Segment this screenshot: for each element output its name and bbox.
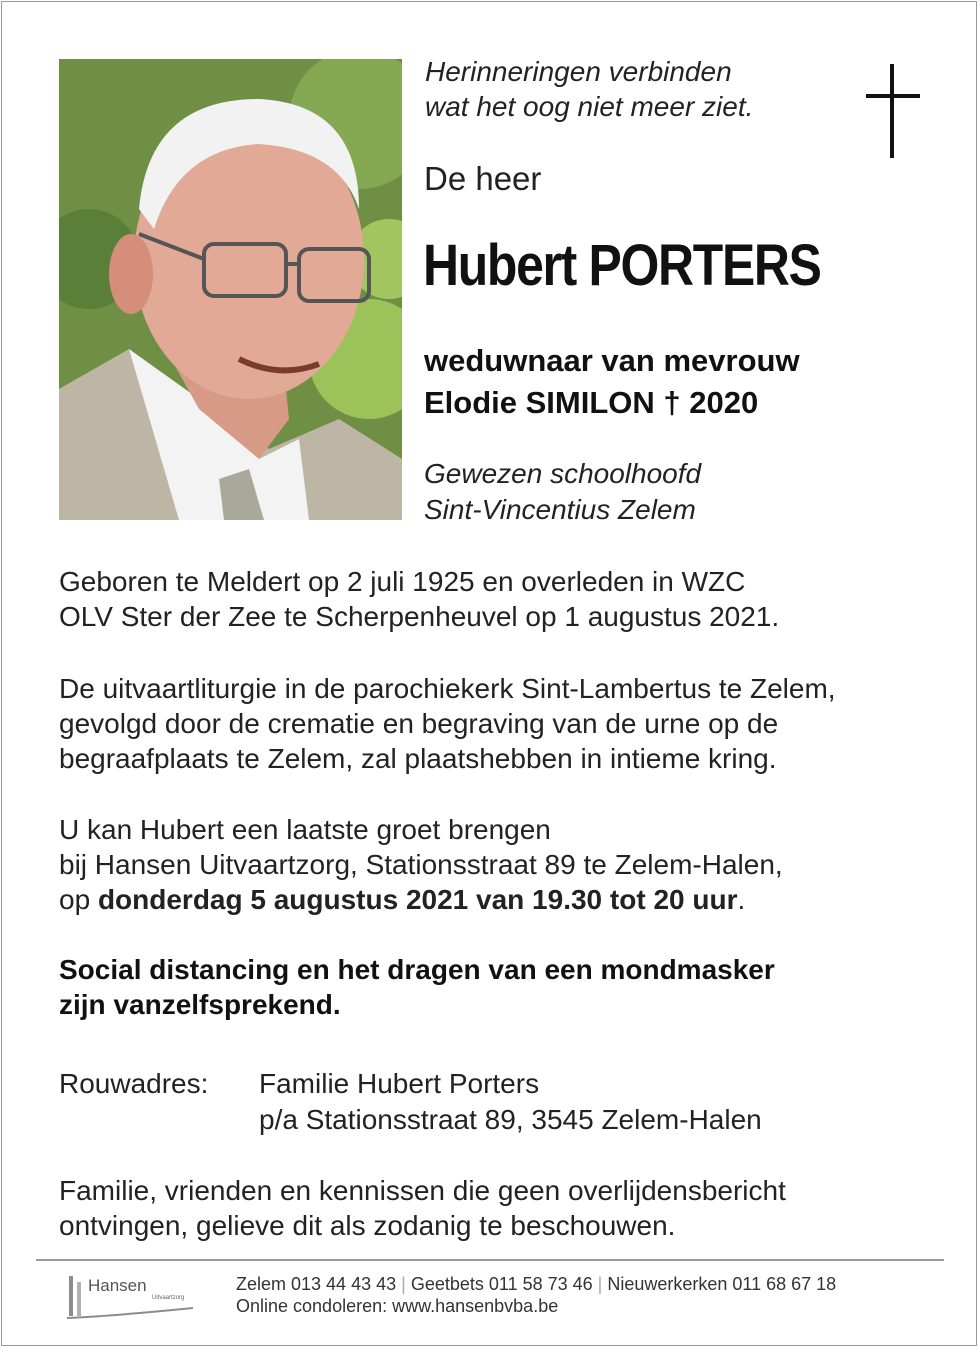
closing-paragraph <box>59 1173 786 1243</box>
birth-death-paragraph <box>59 564 779 634</box>
spouse-name: Elodie SIMILON † 2020 <box>424 385 759 420</box>
latin-cross-icon <box>866 64 920 158</box>
deceased-name: Hubert PORTERS <box>423 233 821 298</box>
widow-line: weduwnaar van mevrouw <box>424 343 800 378</box>
visitation-datetime: donderdag 5 augustus 2021 van 19.30 tot 20 uur <box>97 884 738 915</box>
text-line: OLV Ster der Zee te Scherpenheuvel op 1 augustus 2021. <box>59 601 780 632</box>
footer-contact <box>236 1273 836 1317</box>
text-line: Social distancing en het dragen van een mondmasker <box>59 954 775 985</box>
quote-line: wat het oog niet meer ziet. <box>425 91 754 122</box>
phone-geetbets: Geetbets 011 58 73 46 <box>410 1274 593 1294</box>
address-line: Familie Hubert Porters <box>259 1068 540 1099</box>
text-line: zijn vanzelfsprekend. <box>59 989 341 1020</box>
occupation-line: Gewezen schoolhoofd <box>424 458 702 489</box>
visitation-paragraph <box>59 812 783 917</box>
widow-of <box>424 340 800 424</box>
portrait-photo <box>59 59 402 520</box>
text-line: De uitvaartliturgie in de parochiekerk Sint-Lambertus te Zelem, <box>59 673 836 704</box>
occupation-line: Sint-Vincentius Zelem <box>424 494 696 525</box>
phone-zelem: Zelem 013 44 43 43 <box>236 1274 397 1294</box>
online-condolences-link[interactable]: Online condoleren: www.hansenbvba.be <box>236 1296 559 1316</box>
footer-divider <box>36 1259 944 1261</box>
text-line: gevolgd door de crematie en begraving van de urne op de <box>59 708 779 739</box>
text-prefix: op <box>59 884 98 915</box>
text-line: Familie, vrienden en kennissen die geen overlijdensbericht <box>59 1175 786 1206</box>
text-line: ontvingen, gelieve dit als zodanig te beschouwen. <box>59 1210 676 1241</box>
text-line: begraafplaats te Zelem, zal plaatshebben in intieme kring. <box>59 743 777 774</box>
mourning-address <box>259 1066 762 1138</box>
text-line: Geboren te Meldert op 2 juli 1925 en overleden in WZC <box>59 566 746 597</box>
text-line <box>59 882 783 917</box>
separator: | <box>597 1274 603 1294</box>
text-line: bij Hansen Uitvaartzorg, Stationsstraat 89 te Zelem-Halen, <box>59 849 783 880</box>
quote-line: Herinneringen verbinden <box>425 56 732 87</box>
address-label: Rouwadres: <box>59 1068 209 1099</box>
honorific: De heer <box>424 160 542 197</box>
distancing-notice <box>59 952 775 1022</box>
memorial-quote <box>425 54 753 124</box>
logo-name: Hansen <box>88 1276 147 1295</box>
text-line: U kan Hubert een laatste groet brengen <box>59 814 551 845</box>
occupation <box>424 456 701 528</box>
funeral-paragraph <box>59 671 836 776</box>
address-line: p/a Stationsstraat 89, 3545 Zelem-Halen <box>259 1104 762 1135</box>
separator: | <box>401 1274 406 1294</box>
phone-nieuwerkerken: Nieuwerkerken 011 68 67 18 <box>607 1274 837 1294</box>
text-suffix: . <box>737 884 746 915</box>
phone-line <box>236 1273 836 1295</box>
logo-subtitle: Uitvaartzorg <box>152 1295 185 1301</box>
